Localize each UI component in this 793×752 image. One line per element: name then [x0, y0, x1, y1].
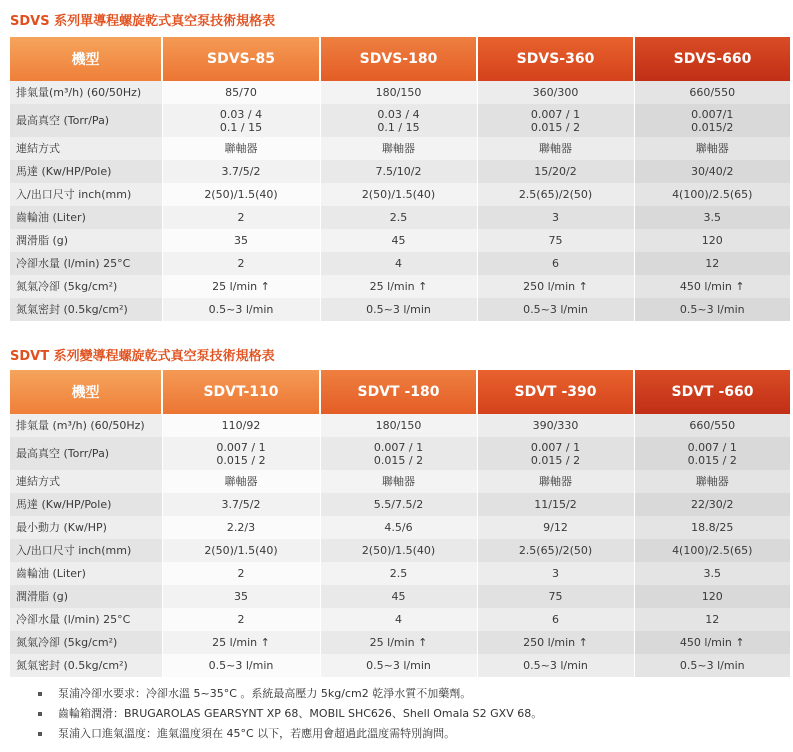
table-cell: 9/12	[477, 516, 634, 539]
table-cell: 660/550	[634, 414, 790, 437]
table-row	[10, 539, 790, 562]
row-label: 氮氣密封 (0.5kg/cm²)	[10, 654, 162, 677]
table-cell: 0.5~3 l/min	[634, 298, 790, 321]
note-gearbox-lubrication: 齒輪箱潤滑：BRUGAROLAS GEARSYNT XP 68、MOBIL SHC626、Shell Omala S2 GXV 68。	[58, 707, 543, 720]
table-cell: 聯軸器	[634, 470, 790, 493]
sdvt-header-sdvt-110: SDVT-110	[162, 370, 320, 414]
sdvs-header-sdvs-660: SDVS-660	[634, 37, 790, 81]
table-cell: 75	[477, 585, 634, 608]
notes-list	[38, 684, 788, 744]
table-cell: 25 l/min ↑	[162, 275, 320, 298]
table-cell: 0.5~3 l/min	[477, 654, 634, 677]
table-cell: 0.007 / 1 0.015 / 2	[162, 437, 320, 470]
table-row	[10, 252, 790, 275]
row-label: 氮氣密封 (0.5kg/cm²)	[10, 298, 162, 321]
table-row	[10, 275, 790, 298]
row-label: 冷卻水量 (l/min) 25°C	[10, 608, 162, 631]
table-cell: 25 l/min ↑	[320, 275, 477, 298]
table-cell: 2(50)/1.5(40)	[320, 183, 477, 206]
sdvt-spec-table	[10, 370, 790, 677]
table-cell: 2	[162, 608, 320, 631]
row-label: 齒輪油 (Liter)	[10, 562, 162, 585]
table-cell: 250 l/min ↑	[477, 631, 634, 654]
sdvs-header-row	[10, 37, 790, 81]
table-row	[10, 81, 790, 104]
note-cooling-water: 泵浦冷卻水要求：冷卻水溫 5~35°C 。系統最高壓力 5kg/cm2 乾淨水質不加藥劑。	[58, 687, 472, 700]
row-label: 連結方式	[10, 470, 162, 493]
sdvt-header-model-label: 機型	[10, 370, 162, 414]
table-cell: 12	[634, 252, 790, 275]
row-label: 入/出口尺寸 inch(mm)	[10, 183, 162, 206]
table-cell: 3.7/5/2	[162, 493, 320, 516]
table-row	[10, 493, 790, 516]
row-label: 入/出口尺寸 inch(mm)	[10, 539, 162, 562]
table-cell: 2.5	[320, 562, 477, 585]
table-row	[10, 298, 790, 321]
table-cell: 22/30/2	[634, 493, 790, 516]
row-label: 最高真空 (Torr/Pa)	[10, 104, 162, 137]
table-row	[10, 585, 790, 608]
table-row	[10, 414, 790, 437]
table-cell: 3.5	[634, 562, 790, 585]
bullet-icon	[38, 732, 42, 736]
table-cell: 聯軸器	[320, 470, 477, 493]
table-cell: 35	[162, 229, 320, 252]
table-row	[10, 608, 790, 631]
table-cell: 聯軸器	[477, 470, 634, 493]
table-cell: 85/70	[162, 81, 320, 104]
table-cell: 6	[477, 608, 634, 631]
table-cell: 25 l/min ↑	[320, 631, 477, 654]
table-cell: 0.007 / 1 0.015 / 2	[477, 104, 634, 137]
sdvt-header-sdvt-180: SDVT -180	[320, 370, 477, 414]
table-row	[10, 470, 790, 493]
table-cell: 180/150	[320, 414, 477, 437]
table-cell: 2.5	[320, 206, 477, 229]
table-cell: 0.5~3 l/min	[320, 298, 477, 321]
table-cell: 0.5~3 l/min	[477, 298, 634, 321]
row-label: 最高真空 (Torr/Pa)	[10, 437, 162, 470]
table-cell: 450 l/min ↑	[634, 631, 790, 654]
table-cell: 0.007 / 1 0.015 / 2	[477, 437, 634, 470]
row-label: 氮氣冷卻 (5kg/cm²)	[10, 275, 162, 298]
table-cell: 6	[477, 252, 634, 275]
row-label: 齒輪油 (Liter)	[10, 206, 162, 229]
table-row	[10, 516, 790, 539]
sdvs-table-body	[10, 81, 790, 321]
table-cell: 0.007/1 0.015/2	[634, 104, 790, 137]
table-cell: 4.5/6	[320, 516, 477, 539]
row-label: 潤滑脂 (g)	[10, 229, 162, 252]
table-cell: 390/330	[477, 414, 634, 437]
row-label: 排氣量(m³/h) (60/50Hz)	[10, 81, 162, 104]
table-cell: 聯軸器	[162, 470, 320, 493]
bullet-icon	[38, 712, 42, 716]
table-row	[10, 206, 790, 229]
table-cell: 4	[320, 608, 477, 631]
table-cell: 2.5(65)/2(50)	[477, 183, 634, 206]
table-cell: 0.03 / 4 0.1 / 15	[162, 104, 320, 137]
table-cell: 35	[162, 585, 320, 608]
row-label: 冷卻水量 (l/min) 25°C	[10, 252, 162, 275]
table-cell: 2(50)/1.5(40)	[162, 539, 320, 562]
row-label: 潤滑脂 (g)	[10, 585, 162, 608]
row-label: 馬達 (Kw/HP/Pole)	[10, 160, 162, 183]
table-cell: 4	[320, 252, 477, 275]
table-cell: 2(50)/1.5(40)	[162, 183, 320, 206]
table-cell: 聯軸器	[477, 137, 634, 160]
table-cell: 75	[477, 229, 634, 252]
table-row	[10, 562, 790, 585]
sdvt-header-sdvt-390: SDVT -390	[477, 370, 634, 414]
sdvt-table-body	[10, 414, 790, 677]
row-label: 最小動力 (Kw/HP)	[10, 516, 162, 539]
note-item	[38, 684, 788, 704]
sdvs-header-sdvs-85: SDVS-85	[162, 37, 320, 81]
table-cell: 450 l/min ↑	[634, 275, 790, 298]
table-cell: 2.2/3	[162, 516, 320, 539]
table-cell: 110/92	[162, 414, 320, 437]
table-row	[10, 437, 790, 470]
table-cell: 45	[320, 229, 477, 252]
table-cell: 120	[634, 585, 790, 608]
table-cell: 3.7/5/2	[162, 160, 320, 183]
row-label: 氮氣冷卻 (5kg/cm²)	[10, 631, 162, 654]
table-cell: 360/300	[477, 81, 634, 104]
table-cell: 2(50)/1.5(40)	[320, 539, 477, 562]
sdvt-section-title: SDVT 系列變導程螺旋乾式真空泵技術規格表	[10, 349, 275, 364]
table-cell: 120	[634, 229, 790, 252]
table-cell: 12	[634, 608, 790, 631]
table-cell: 4(100)/2.5(65)	[634, 539, 790, 562]
table-row	[10, 104, 790, 137]
table-cell: 660/550	[634, 81, 790, 104]
table-cell: 3	[477, 562, 634, 585]
table-cell: 25 l/min ↑	[162, 631, 320, 654]
row-label: 連結方式	[10, 137, 162, 160]
table-cell: 2	[162, 252, 320, 275]
row-label: 排氣量 (m³/h) (60/50Hz)	[10, 414, 162, 437]
table-cell: 0.007 / 1 0.015 / 2	[320, 437, 477, 470]
table-cell: 0.007 / 1 0.015 / 2	[634, 437, 790, 470]
sdvs-header-sdvs-180: SDVS-180	[320, 37, 477, 81]
sdvt-header-row	[10, 370, 790, 414]
sdvs-header-sdvs-360: SDVS-360	[477, 37, 634, 81]
table-row	[10, 160, 790, 183]
table-row	[10, 229, 790, 252]
table-cell: 0.5~3 l/min	[634, 654, 790, 677]
table-cell: 3.5	[634, 206, 790, 229]
table-cell: 45	[320, 585, 477, 608]
table-cell: 2	[162, 206, 320, 229]
table-cell: 15/20/2	[477, 160, 634, 183]
table-cell: 聯軸器	[162, 137, 320, 160]
bullet-icon	[38, 692, 42, 696]
table-cell: 7.5/10/2	[320, 160, 477, 183]
table-cell: 5.5/7.5/2	[320, 493, 477, 516]
note-item	[38, 724, 788, 744]
table-row	[10, 654, 790, 677]
table-cell: 180/150	[320, 81, 477, 104]
table-cell: 11/15/2	[477, 493, 634, 516]
table-cell: 2.5(65)/2(50)	[477, 539, 634, 562]
sdvs-section-title: SDVS 系列單導程螺旋乾式真空泵技術規格表	[10, 14, 276, 29]
table-cell: 0.5~3 l/min	[162, 654, 320, 677]
note-inlet-temperature: 泵浦入口進氣溫度：進氣溫度須在 45°C 以下，若應用會超過此溫度需特別詢問。	[58, 727, 456, 740]
sdvs-spec-table	[10, 37, 790, 321]
sdvt-header-sdvt-660: SDVT -660	[634, 370, 790, 414]
table-cell: 0.03 / 4 0.1 / 15	[320, 104, 477, 137]
table-row	[10, 631, 790, 654]
row-label: 馬達 (Kw/HP/Pole)	[10, 493, 162, 516]
table-cell: 3	[477, 206, 634, 229]
table-cell: 聯軸器	[634, 137, 790, 160]
table-cell: 250 l/min ↑	[477, 275, 634, 298]
table-cell: 4(100)/2.5(65)	[634, 183, 790, 206]
note-item	[38, 704, 788, 724]
table-cell: 2	[162, 562, 320, 585]
table-row	[10, 137, 790, 160]
table-row	[10, 183, 790, 206]
table-cell: 18.8/25	[634, 516, 790, 539]
sdvs-header-model-label: 機型	[10, 37, 162, 81]
table-cell: 0.5~3 l/min	[162, 298, 320, 321]
table-cell: 聯軸器	[320, 137, 477, 160]
table-cell: 0.5~3 l/min	[320, 654, 477, 677]
table-cell: 30/40/2	[634, 160, 790, 183]
